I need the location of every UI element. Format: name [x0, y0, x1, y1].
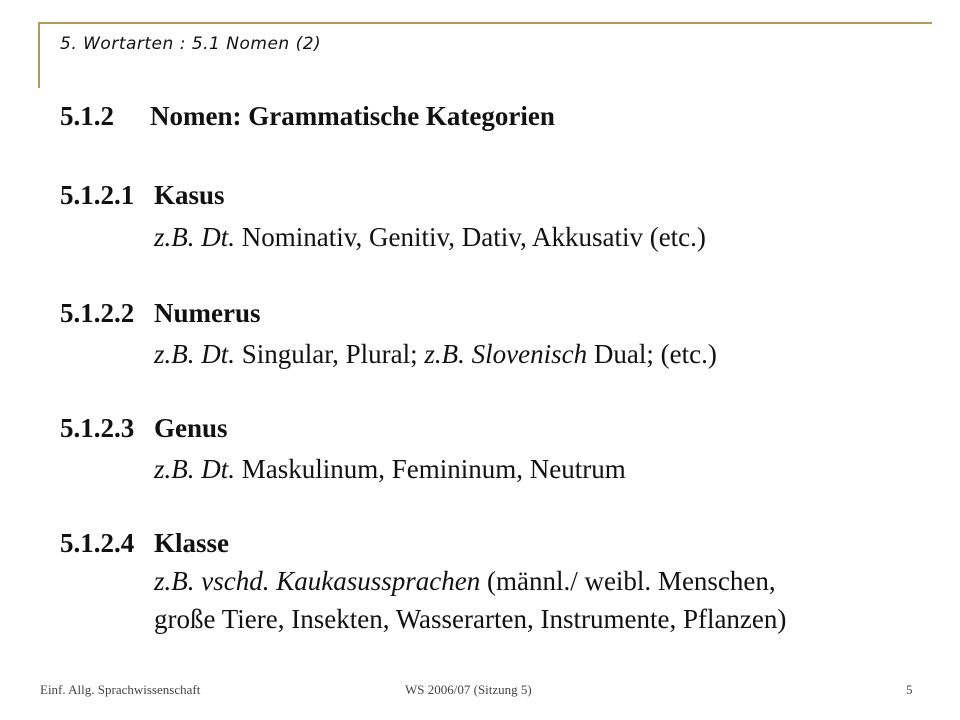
example-prefix: z.B. Dt. [154, 222, 235, 252]
footer-page-number: 5 [906, 682, 913, 697]
category-heading [60, 413, 228, 444]
example-prefix-2: z.B. Slovenisch [424, 339, 588, 369]
example-text-2: Dual; (etc.) [587, 339, 717, 369]
category-name: Klasse [154, 528, 230, 558]
category-number: 5.1.2.3 [60, 413, 135, 443]
footer-term: WS 2006/07 (Sitzung 5) [405, 682, 532, 697]
section-number: 5.1.2 [60, 101, 114, 131]
category-name: Genus [154, 413, 228, 443]
category-heading [60, 298, 261, 329]
category-example [154, 566, 776, 597]
section-title: Nomen: Grammatische Kategorien [150, 101, 555, 131]
section-heading [60, 101, 555, 132]
category-example [154, 339, 717, 370]
slide-header-title: 5. Wortarten : 5.1 Nomen (2) [60, 34, 322, 54]
example-text: Singular, Plural; [235, 339, 425, 369]
header-rule-top [38, 22, 932, 24]
category-example [154, 222, 706, 253]
footer-course: Einf. Allg. Sprachwissenschaft [40, 682, 201, 697]
category-number: 5.1.2.4 [60, 528, 135, 558]
example-text: (männl./ weibl. Menschen, [480, 566, 776, 596]
category-number: 5.1.2.1 [60, 180, 135, 210]
category-name: Numerus [154, 298, 261, 328]
example-prefix: z.B. Dt. [154, 454, 235, 484]
example-text: Maskulinum, Femininum, Neutrum [235, 454, 626, 484]
example-text: Nominativ, Genitiv, Dativ, Akkusativ (etc.) [235, 222, 706, 252]
category-example [154, 454, 626, 485]
header-rule-left [38, 22, 40, 88]
example-prefix: z.B. Dt. [154, 339, 235, 369]
category-heading [60, 528, 229, 559]
example-prefix: z.B. vschd. Kaukasussprachen [154, 566, 481, 596]
category-name: Kasus [154, 180, 225, 210]
example-text: große Tiere, Insekten, Wasserarten, Instrumente, Pflanzen) [154, 604, 787, 634]
category-example-continued [154, 604, 786, 635]
category-heading [60, 180, 225, 211]
category-number: 5.1.2.2 [60, 298, 135, 328]
